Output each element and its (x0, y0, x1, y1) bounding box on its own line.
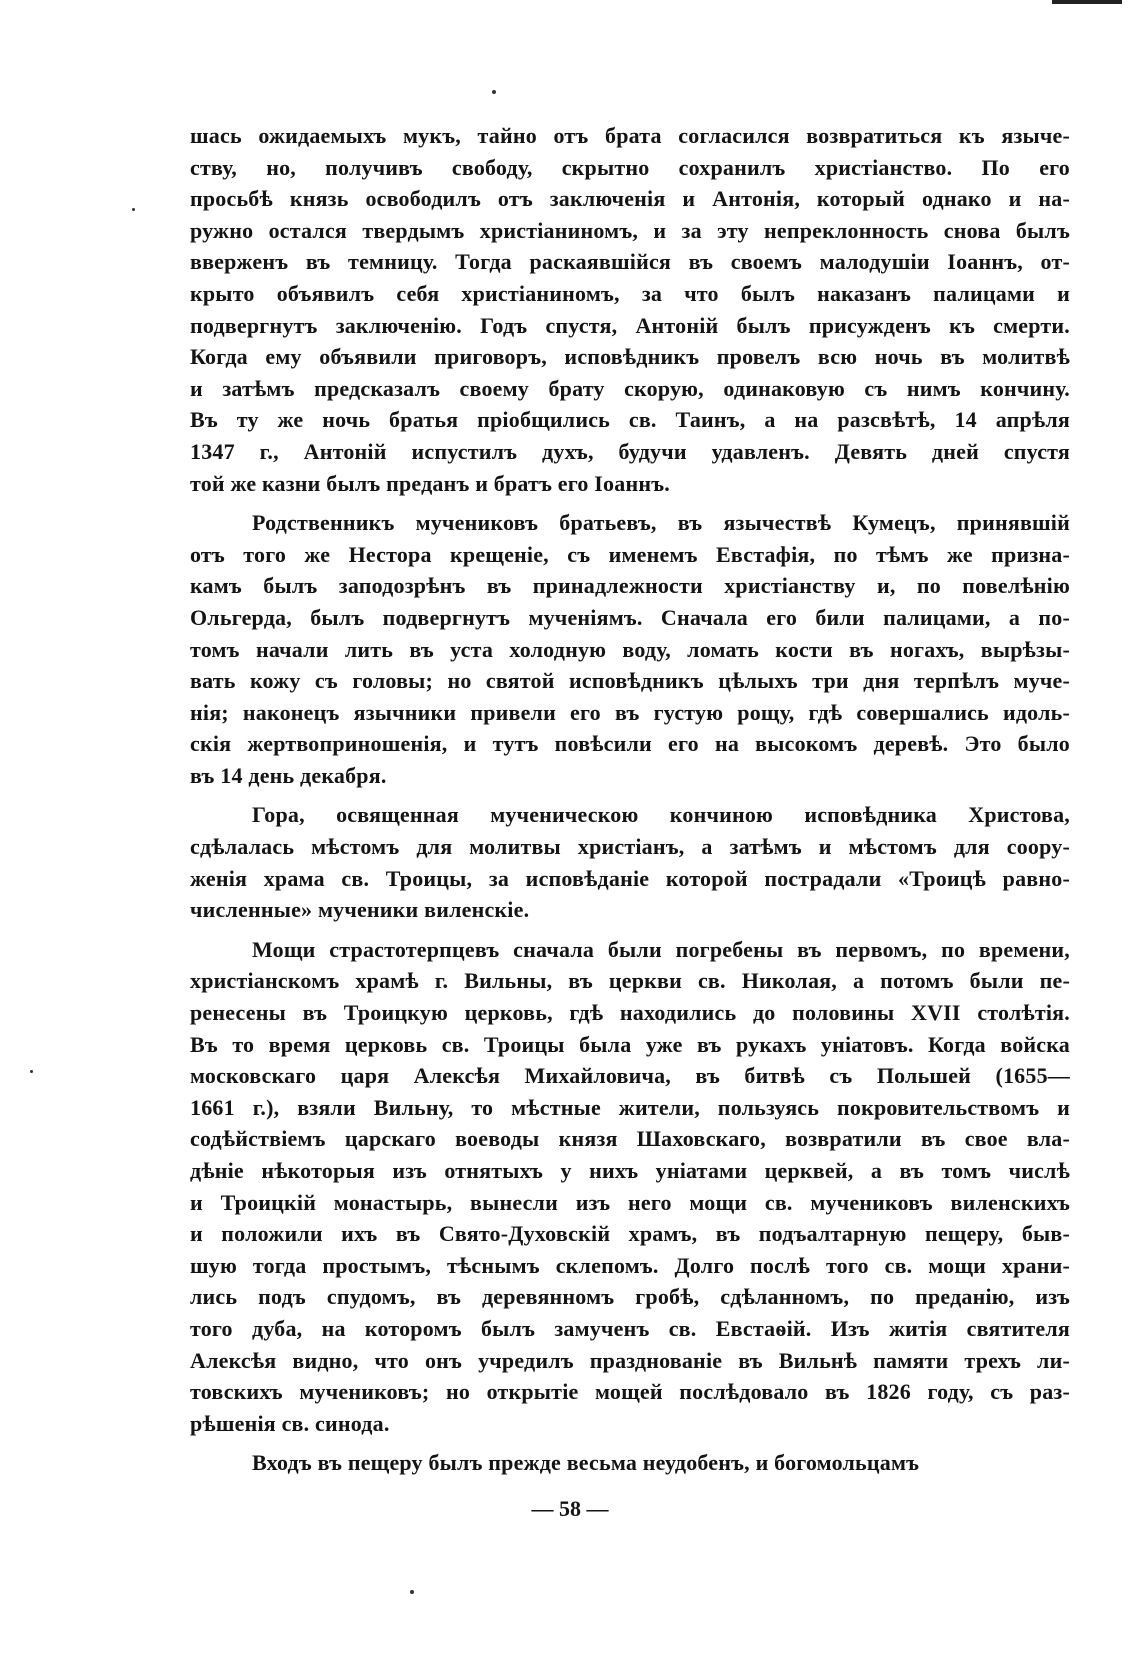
text-line: камъ былъ заподозрѣнъ въ принадлежности христіанству и, по повелѣнію (190, 573, 1070, 599)
text-line: Входъ въ пещеру былъ прежде весьма неудобенъ, и богомольцамъ (252, 1450, 920, 1476)
text-line: рѣшенія св. синода. (190, 1410, 390, 1436)
text-line: томъ начали лить въ уста холодную воду, ломать кости въ ногахъ, вырѣзы- (190, 636, 1070, 662)
text-line: подвергнутъ заключенію. Годъ спустя, Антоній былъ присужденъ къ смерти. (190, 312, 1070, 338)
paragraph-gap (190, 791, 1070, 799)
text-line: ренесены въ Троицкую церковь, гдѣ находились до половины XVII столѣтія. (190, 1000, 1070, 1026)
text-line: Когда ему объявили приговоръ, исповѣдникъ провелъ всю ночь въ молитвѣ (190, 344, 1070, 370)
speck-mark (30, 1070, 33, 1073)
text-line: и положили ихъ въ Свято-Духовскій храмъ, въ подъалтарную пещеру, быв- (190, 1221, 1070, 1247)
text-line: шую тогда простымъ, тѣснымъ склепомъ. Долго послѣ того св. мощи храни- (190, 1252, 1070, 1278)
text-line: Родственникъ мучениковъ братьевъ, въ язычествѣ Кумецъ, принявшій (252, 510, 1070, 536)
text-line: той же казни былъ преданъ и братъ его Іоаннъ. (190, 470, 670, 496)
text-line: шась ожидаемыхъ мукъ, тайно отъ брата согласился возвратиться къ языче- (190, 123, 1070, 148)
text-line: крыто объявилъ себя христіаниномъ, за что былъ наказанъ палицами и (190, 280, 1070, 306)
text-line: сдѣлалась мѣстомъ для молитвы христіанъ, а затѣмъ и мѣстомъ для соору- (190, 834, 1070, 860)
text-line: численные» мученики виленскіе. (190, 897, 530, 923)
text-line: отъ того же Нестора крещеніе, съ именемъ Евстафія, по тѣмъ же призна- (190, 541, 1070, 567)
speck-mark (132, 208, 135, 211)
text-line: московскаго царя Алексѣя Михайловича, въ битвѣ съ Польшей (1655— (190, 1063, 1070, 1089)
text-line: вверженъ въ темницу. Тогда раскаявшійся въ своемъ малодушіи Іоаннъ, от- (190, 249, 1070, 275)
text-line: ружно остался твердымъ христіаниномъ, и за эту непреклонность снова былъ (190, 217, 1070, 243)
text-line: Ольгерда, былъ подвергнутъ мученіямъ. Сначала его били палицами, а по- (190, 604, 1070, 630)
text-line: Алексѣя видно, что онъ учредилъ празднованіе въ Вильнѣ памяти трехъ ли- (190, 1347, 1070, 1373)
paragraph-gap (190, 926, 1070, 934)
text-line: содѣйствіемъ царскаго воеводы князя Шаховскаго, возвратили въ свое вла- (190, 1126, 1070, 1152)
text-line: христіанскомъ храмѣ г. Вильны, въ церкви св. Николая, а потомъ были пе- (190, 968, 1070, 994)
text-line: ству, но, получивъ свободу, скрытно сохранилъ христіанство. По его (190, 154, 1070, 180)
top-edge-mark (1052, 0, 1122, 4)
text-line: Мощи страстотерпцевъ сначала были погребены въ первомъ, по времени, (252, 936, 1070, 962)
paragraph (190, 507, 1070, 791)
text-line: того дуба, на которомъ былъ замученъ св. Евстаѳій. Изъ житія святителя (190, 1315, 1070, 1341)
text-line: Въ ту же ночь братья пріобщились св. Таинъ, а на разсвѣтѣ, 14 апрѣля (190, 407, 1070, 433)
body-text (190, 120, 1070, 1479)
paragraph (190, 1447, 1070, 1479)
text-line: и затѣмъ предсказалъ своему брату скорую, одинаковую съ нимъ кончину. (190, 375, 1070, 401)
text-line: 1347 г., Антоній испустилъ духъ, будучи удавленъ. Девять дней спустя (190, 438, 1070, 464)
text-line: и Троицкій монастырь, вынесли изъ него мощи св. мучениковъ виленскихъ (190, 1189, 1070, 1215)
text-line: вать кожу съ головы; но святой исповѣдникъ цѣлыхъ три дня терпѣлъ муче- (190, 668, 1070, 694)
text-line: въ 14 день декабря. (190, 762, 387, 788)
text-line: лись подъ спудомъ, въ деревянномъ гробѣ, сдѣланномъ, по преданію, изъ (190, 1284, 1070, 1310)
text-line: Гора, освященная мученическою кончиною исповѣдника Христова, (252, 802, 1070, 828)
text-line: просьбѣ князь освободилъ отъ заключенія и Антонія, который однако и на- (190, 186, 1070, 212)
text-line: Въ то время церковь св. Троицы была уже въ рукахъ уніатовъ. Когда войска (190, 1031, 1070, 1057)
paragraph-gap (190, 1439, 1070, 1447)
page-number: — 58 — (531, 1496, 609, 1521)
paragraph (190, 799, 1070, 925)
speck-mark (410, 1590, 414, 1594)
text-line: 1661 г.), взяли Вильну, то мѣстные жители, пользуясь покровительствомъ и (190, 1094, 1070, 1120)
text-line: дѣніе нѣкоторыя изъ отнятыхъ у нихъ уніатами церквей, а въ томъ числѣ (190, 1158, 1070, 1183)
text-line: нія; наконецъ язычники привели его въ густую рощу, гдѣ совершались идоль- (190, 699, 1070, 725)
paragraph (190, 934, 1070, 1440)
text-line: скія жертвоприношенія, и тутъ повѣсили его на высокомъ деревѣ. Это было (190, 731, 1070, 757)
paragraph-gap (190, 499, 1070, 507)
text-line: товскихъ мучениковъ; но открытіе мощей послѣдовало въ 1826 году, съ раз- (190, 1379, 1070, 1405)
speck-mark (492, 90, 496, 94)
paragraph (190, 120, 1070, 499)
text-line: женія храма св. Троицы, за исповѣданіе которой пострадали «Троицѣ равно- (190, 865, 1070, 891)
